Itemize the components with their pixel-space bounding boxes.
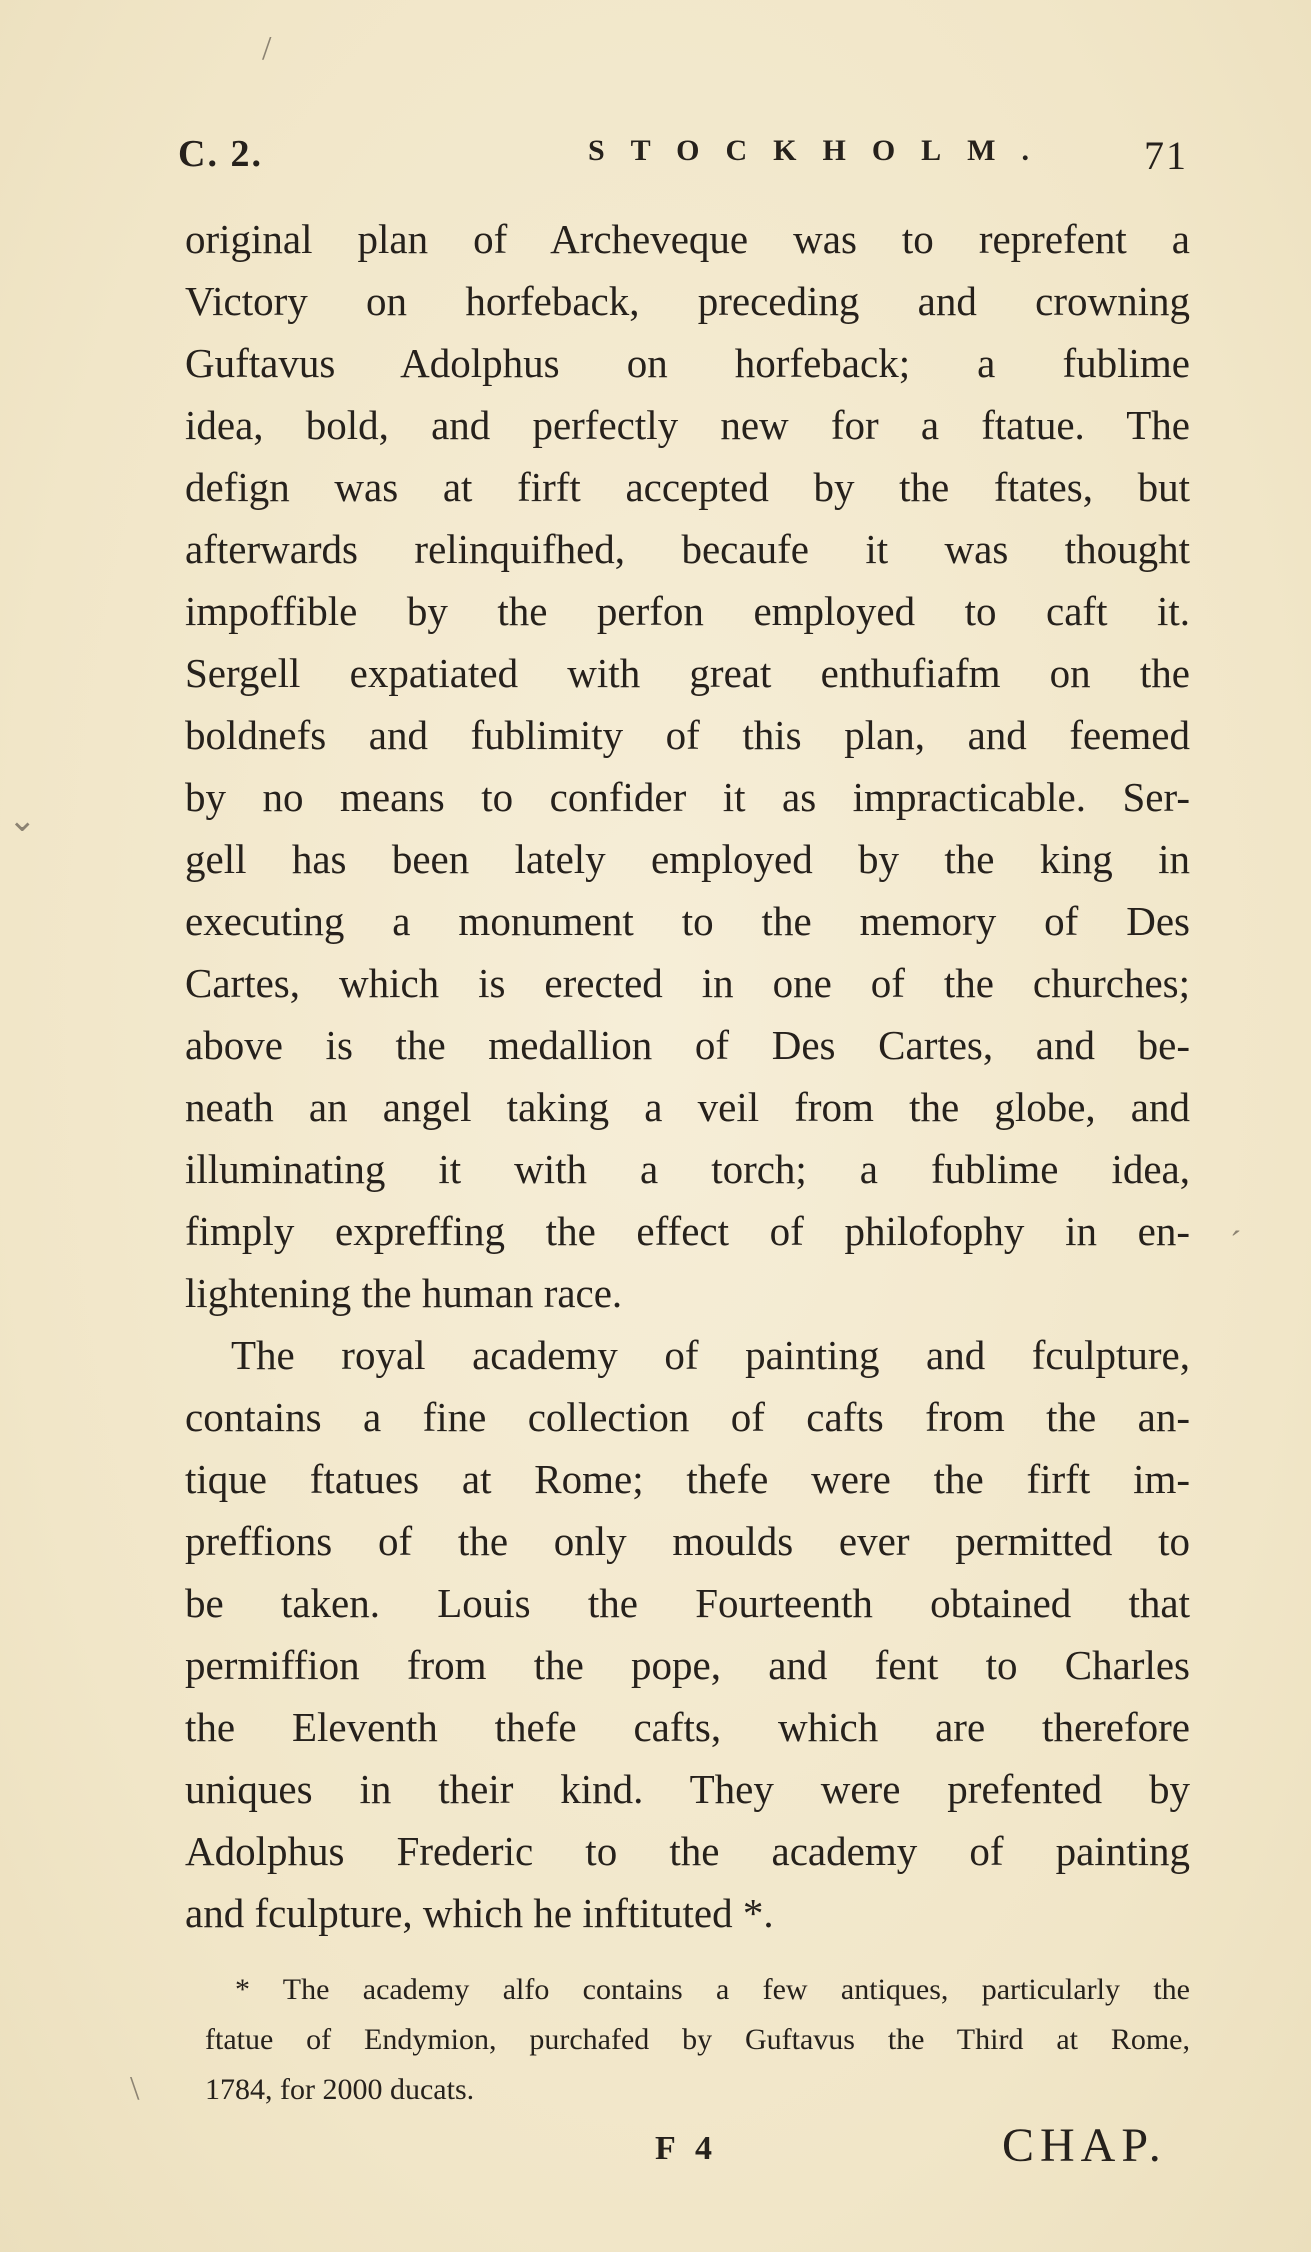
stray-mark: ⌄ [8,802,37,839]
text-line: uniques in their kind. They were prefented by [185,1766,1190,1812]
text-line: contains a fine collection of cafts from the an- [185,1394,1190,1440]
footnote [205,1965,1190,2115]
text-line: fimply expreffing the effect of philofophy in en- [185,1208,1190,1254]
text-line: Victory on horfeback, preceding and crowning [185,278,1190,324]
text-line: Sergell expatiated with great enthufiafm on the [185,650,1190,696]
signature-mark: F 4 [655,2130,719,2167]
text-line: The royal academy of painting and fculpture, [231,1332,1190,1378]
running-header [178,132,1188,192]
text-line: Cartes, which is erected in one of the churches; [185,960,1190,1006]
footnote-line: * The academy alfo contains a few antiques, particularly the [235,1973,1190,2006]
footnote-line: ftatue of Endymion, purchafed by Guftavus the Third at Rome, [205,2023,1190,2056]
page-number: 71 [1144,133,1188,178]
text-line: neath an angel taking a veil from the globe, and [185,1084,1190,1130]
stray-mark: \ [130,2070,140,2107]
body-text [185,208,1190,1944]
text-line: permiffion from the pope, and fent to Charles [185,1642,1190,1688]
running-title: STOCKHOLM. [588,134,1055,167]
catchword: CHAP. [1002,2119,1167,2172]
text-line: impoffible by the perfon employed to caft it. [185,588,1190,634]
text-line: illuminating it with a torch; a fublime idea, [185,1146,1190,1192]
text-line: lightening the human race. [185,1270,623,1316]
text-line: original plan of Archeveque was to reprefent a [185,216,1190,262]
text-line: executing a monument to the memory of Des [185,898,1190,944]
footnote-line: 1784, for 2000 ducats. [205,2073,475,2106]
stray-mark: ´ [1230,1225,1242,1262]
text-line: and fculpture, which he inftituted *. [185,1890,774,1936]
stray-mark: / [262,30,272,67]
text-line: Adolphus Frederic to the academy of painting [185,1828,1190,1874]
text-line: defign was at firft accepted by the ftates, but [185,464,1190,510]
text-line: Guftavus Adolphus on horfeback; a fublime [185,340,1190,386]
text-line: be taken. Louis the Fourteenth obtained that [185,1580,1190,1626]
text-line: tique ftatues at Rome; thefe were the firft im- [185,1456,1190,1502]
chapter-label: C. 2. [178,133,263,175]
text-line: afterwards relinquifhed, becaufe it was thought [185,526,1190,572]
text-line: the Eleventh thefe cafts, which are therefore [185,1704,1190,1750]
text-line: preffions of the only moulds ever permitted to [185,1518,1190,1564]
text-line: gell has been lately employed by the king in [185,836,1190,882]
text-line: above is the medallion of Des Cartes, and be- [185,1022,1190,1068]
text-line: idea, bold, and perfectly new for a ftatue. The [185,402,1190,448]
text-line: by no means to confider it as impracticable. Ser- [185,774,1190,820]
text-line: boldnefs and fublimity of this plan, and feemed [185,712,1190,758]
